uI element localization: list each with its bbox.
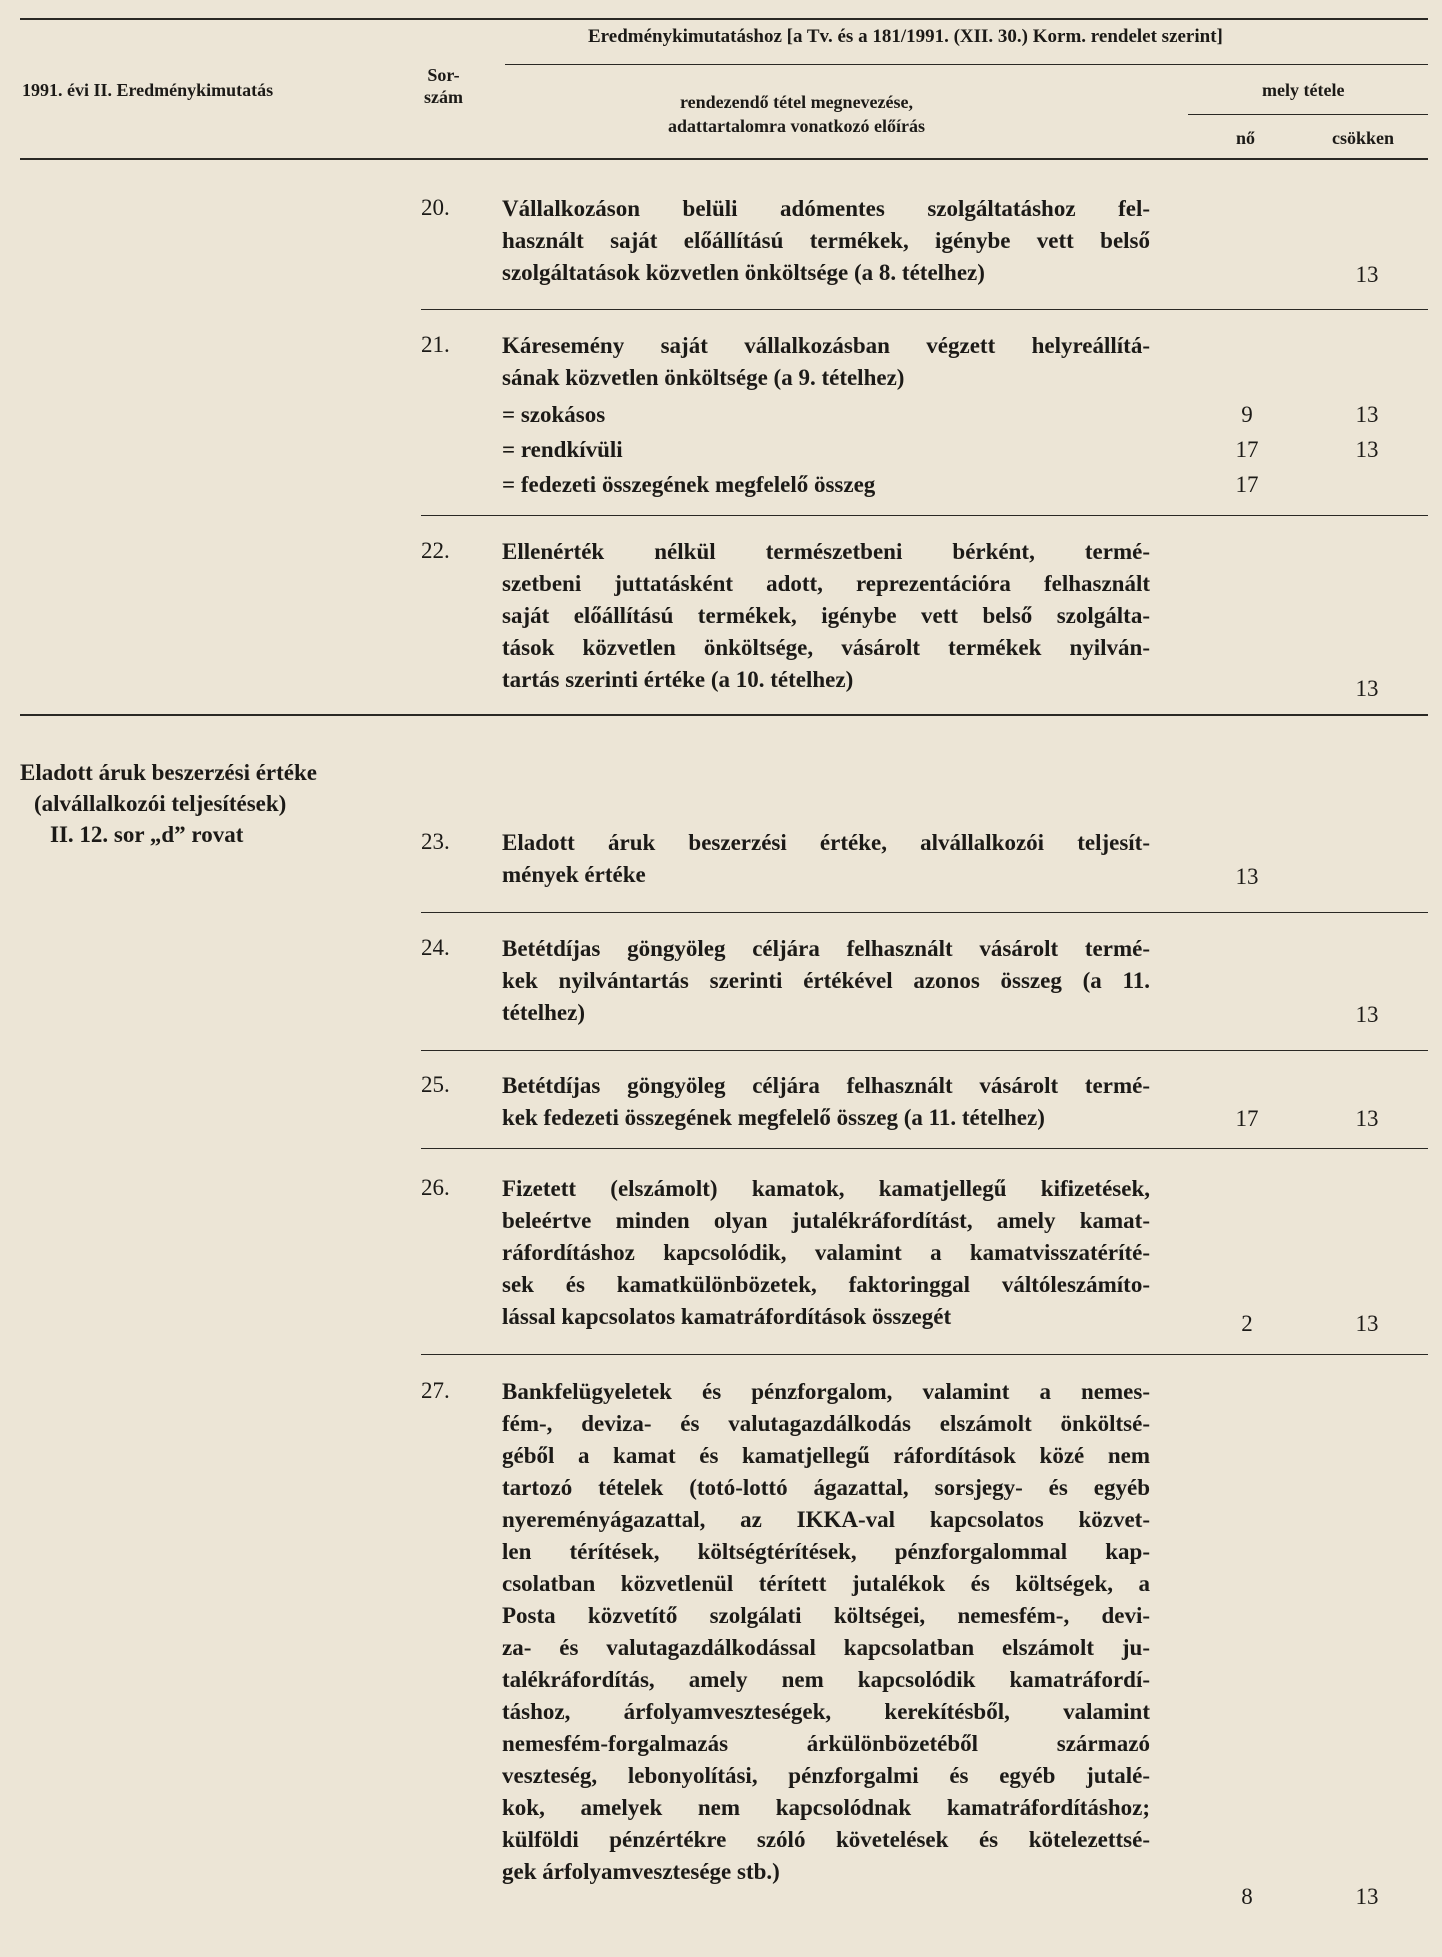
row-text <box>502 933 1150 1029</box>
row-text-line: tások közvetlen önköltsége, vásárolt termékek nyilván- <box>502 635 1150 660</box>
row-text-line: táshoz, árfolyamveszteségek, kerekítésből, valamint <box>502 1699 1150 1724</box>
row-text-line: saját előállítású termékek, igénybe vett belső szolgálta- <box>502 603 1150 628</box>
row-number: 25. <box>421 1072 450 1097</box>
row-text-line: tartás szerinti értéke (a 10. tételhez) <box>502 667 854 692</box>
row-text <box>502 1376 1150 1888</box>
value-no: 8 <box>1241 1884 1253 1909</box>
row-text-line: Vállalkozáson belüli adómentes szolgáltatáshoz fel- <box>502 196 1150 221</box>
row-text-line: Bankfelügyeletek és pénzforgalom, valamint a nemes- <box>502 1379 1150 1404</box>
value-csokken: 13 <box>1355 1311 1379 1336</box>
header-item-line2: adattartalomra vonatkozó előírás <box>668 116 925 136</box>
row-text-line: nyereményágazattal, az IKKA-val kapcsolatos közvet- <box>502 1507 1150 1532</box>
row-text-line: Ellenérték nélkül természetbeni bérként, termé- <box>502 539 1150 564</box>
header-no: nő <box>1236 128 1256 148</box>
row-text-line: tartozó tételek (totó-lottó ágazattal, sorsjegy- és egyéb <box>502 1475 1150 1500</box>
value-csokken: 13 <box>1355 262 1379 287</box>
row-text-line: sek és kamatkülönbözetek, faktoringgal váltóleszámíto- <box>502 1272 1150 1297</box>
section-heading-line: Eladott áruk beszerzési értéke <box>20 760 318 785</box>
section-heading-line: (alvállalkozói teljesítések) <box>34 791 287 816</box>
section-heading-line: II. 12. sor „d” rovat <box>50 822 244 847</box>
row-text <box>502 827 1150 891</box>
row-text-line: külföldi pénzértékre szóló követelések és kötelezettsé- <box>502 1827 1150 1852</box>
value-no: 17 <box>1235 472 1259 497</box>
row-text-line: szolgáltatások közvetlen önköltsége (a 8. tételhez) <box>502 260 985 285</box>
row-text-line: szetbeni juttatásként adott, reprezentációra felhasznált <box>502 571 1150 596</box>
header-mely-rule <box>1188 114 1428 115</box>
subitem-text: = szokásos <box>502 402 606 427</box>
value-csokken: 13 <box>1355 1002 1379 1027</box>
row-number: 27. <box>421 1378 450 1403</box>
row-number: 20. <box>421 195 450 220</box>
row-separator <box>421 1354 1428 1355</box>
value-no: 17 <box>1235 1106 1259 1131</box>
header-csokken: csökken <box>1332 128 1395 148</box>
header-sorszam-line1: Sor- <box>427 65 460 85</box>
row-text <box>502 536 1150 696</box>
row-text-line: sának közvetlen önköltsége (a 9. tételhez) <box>502 365 905 390</box>
row-number: 21. <box>421 332 450 357</box>
row-text-line: tételhez) <box>502 1000 585 1025</box>
row-text <box>502 1070 1150 1134</box>
row-number: 22. <box>421 538 450 563</box>
row-text-line: fém-, deviza- és valutagazdálkodás elszámolt önköltsé- <box>502 1411 1150 1436</box>
row-text-line: lással kapcsolatos kamatráfordítások összegét <box>502 1304 952 1329</box>
row-text-line: len térítések, költségtérítések, pénzforgalommal kap- <box>502 1539 1150 1564</box>
value-no: 17 <box>1235 437 1259 462</box>
row-text-line: ráfordításhoz kapcsolódik, valamint a kamatvisszatéríté- <box>502 1240 1150 1265</box>
row-text-line: nemesfém-forgalmazás árkülönbözetéből származó <box>502 1731 1150 1756</box>
row-text-line: Betétdíjas göngyöleg céljára felhasznált vásárolt termé- <box>502 1073 1150 1098</box>
row-text-line: Káresemény saját vállalkozásban végzett helyreállítá- <box>502 333 1150 358</box>
row-text-line: kek fedezeti összegének megfelelő összeg (a 11. tételhez) <box>502 1105 1045 1130</box>
value-no: 13 <box>1235 864 1259 889</box>
row-text <box>502 1173 1150 1333</box>
row-separator <box>421 1050 1428 1051</box>
row-text-line: talékráfordítás, amely nem kapcsolódik kamatráfordí- <box>502 1667 1150 1692</box>
row-number: 23. <box>421 829 450 854</box>
top-rule <box>20 18 1428 20</box>
row-text-line: kok, amelyek nem kapcsolódnak kamatráfordításhoz; <box>502 1795 1150 1820</box>
subitem-text: = fedezeti összegének megfelelő összeg <box>502 472 876 497</box>
row-text-line: veszteség, lebonyolítási, pénzforgalmi és egyéb jutalé- <box>502 1763 1150 1788</box>
value-csokken: 13 <box>1355 1106 1379 1131</box>
value-no: 9 <box>1241 402 1253 427</box>
header-sorszam <box>424 64 463 108</box>
header-mely-tetele: mely tétele <box>1262 80 1345 100</box>
header-top-title: Eredménykimutatáshoz [a Tv. és a 181/1991. (XII. 30.) Korm. rendelet szerint] <box>588 26 1223 47</box>
row-separator <box>421 1148 1428 1149</box>
row-text-line: használt saját előállítású termékek, igénybe vett belső <box>502 228 1150 253</box>
row-text <box>502 193 1150 289</box>
header-sub-rule <box>505 64 1428 65</box>
header-item-line1: rendezendő tétel megnevezése, <box>679 92 914 112</box>
row-text-line: csolatban közvetlenül térített jutalékok és költségek, a <box>502 1571 1150 1596</box>
row-separator <box>421 912 1428 913</box>
row-number: 24. <box>421 935 450 960</box>
row-text-line: Posta közvetítő szolgálati költségei, nemesfém-, devi- <box>502 1603 1150 1628</box>
header-bottom-rule <box>20 158 1428 160</box>
section-heading-eladott-aruk <box>20 757 317 850</box>
row-text-line: gek árfolyamvesztesége stb.) <box>502 1859 780 1884</box>
row-text-line: géből a kamat és kamatjellegű ráfordítások közé nem <box>502 1443 1150 1468</box>
section-separator <box>20 714 1428 716</box>
value-csokken: 13 <box>1355 437 1379 462</box>
row-text-line: Eladott áruk beszerzési értéke, alvállalkozói teljesít- <box>502 830 1150 855</box>
header-sorszam-line2: szám <box>424 87 463 107</box>
row-text-line: za- és valutagazdálkodással kapcsolatban elszámolt ju- <box>502 1635 1150 1660</box>
header-left-title: 1991. évi II. Eredménykimutatás <box>22 80 274 100</box>
row-number: 26. <box>421 1175 450 1200</box>
row-separator <box>421 309 1428 310</box>
row-text-line: mények értéke <box>502 862 646 887</box>
subitem-text: = rendkívüli <box>502 437 623 462</box>
value-csokken: 13 <box>1355 676 1379 701</box>
row-text-line: Betétdíjas göngyöleg céljára felhasznált vásárolt termé- <box>502 936 1150 961</box>
value-csokken: 13 <box>1355 1884 1379 1909</box>
value-no: 2 <box>1241 1311 1253 1336</box>
value-csokken: 13 <box>1355 402 1379 427</box>
row-separator <box>421 515 1428 516</box>
row-text <box>502 330 1150 394</box>
row-text-line: kek nyilvántartás szerinti értékével azonos összeg (a 11. <box>502 968 1150 993</box>
row-text-line: beleértve minden olyan jutalékráfordítást, amely kamat- <box>502 1208 1150 1233</box>
header-item-column <box>668 90 925 138</box>
row-text-line: Fizetett (elszámolt) kamatok, kamatjellegű kifizetések, <box>502 1176 1150 1201</box>
